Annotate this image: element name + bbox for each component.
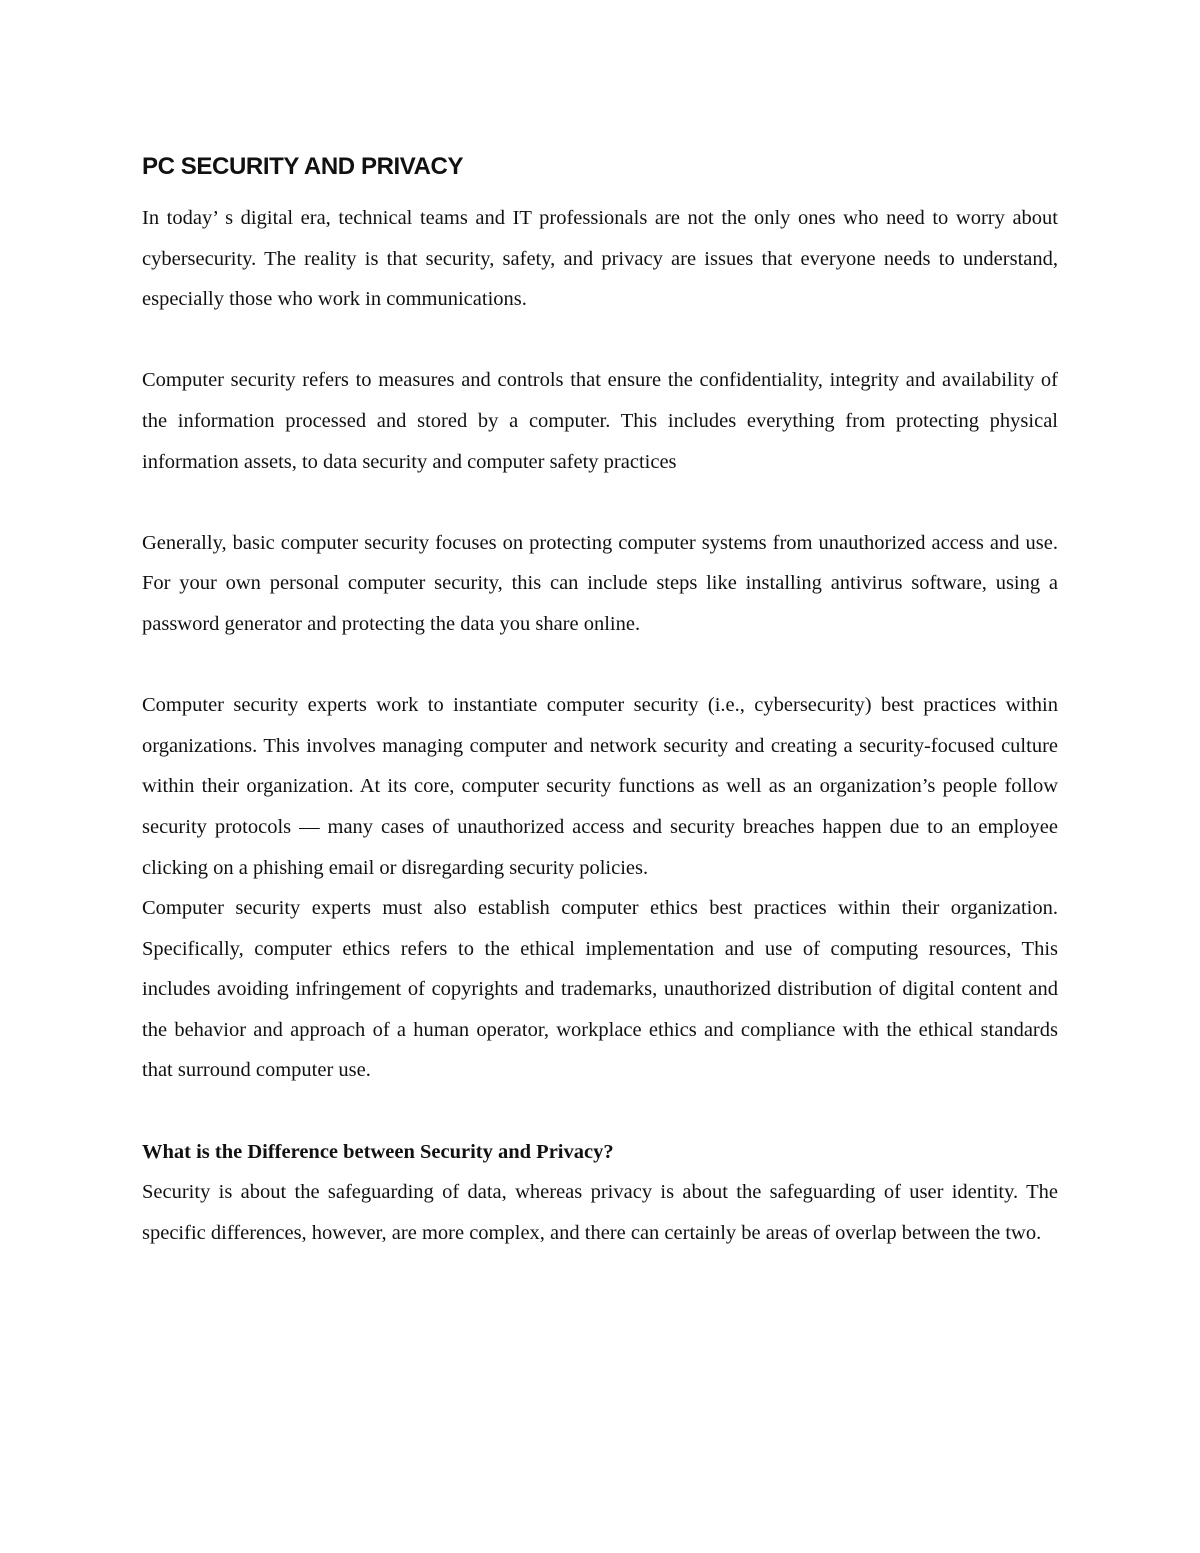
paragraph-security-experts: Computer security experts work to instantiate computer security (i.e., cybersecurity) best practices within organizations. This involves managing computer and network security and creating a security-focused culture within their organization. At its core, computer security functions as well as an organization’s people follow security protocols — many cases of unauthorized access and security breaches happen due to an employee clicking on a phishing email or disregarding security policies. [142,694,1058,879]
document-title: PC SECURITY AND PRIVACY [142,153,464,180]
paragraph-definition: Computer security refers to measures and controls that ensure the confidentiality, integrity and availability of the information processed and stored by a computer. This includes everything from protecting physical information assets, to data security and computer safety practices [142,369,1058,473]
paragraph-security-vs-privacy: Security is about the safeguarding of data, whereas privacy is about the safeguarding of user identity. The specific differences, however, are more complex, and there can certainly be areas of overlap between the two. [142,1181,1058,1244]
paragraph-basic-security: Generally, basic computer security focuses on protecting computer systems from unauthorized access and use. For your own personal computer security, this can include steps like installing antivirus software, using a password generator and protecting the data you share online. [142,531,1058,635]
document-page [142,148,1058,1253]
paragraph-intro: In today’ s digital era, technical teams and IT professionals are not the only ones who need to worry about cybersecurity. The reality is that security, safety, and privacy are issues that everyone needs to understand, especially those who work in communications. [142,207,1058,311]
section-heading: What is the Difference between Security and Privacy? [142,1140,614,1163]
paragraph-computer-ethics: Computer security experts must also establish computer ethics best practices within their organization. Specifically, computer ethics refers to the ethical implementation and use of computing resources, This includes avoiding infringement of copyrights and trademarks, unauthorized distribution of digital content and the behavior and approach of a human operator, workplace ethics and compliance with the ethical standards that surround computer use. [142,897,1058,1082]
